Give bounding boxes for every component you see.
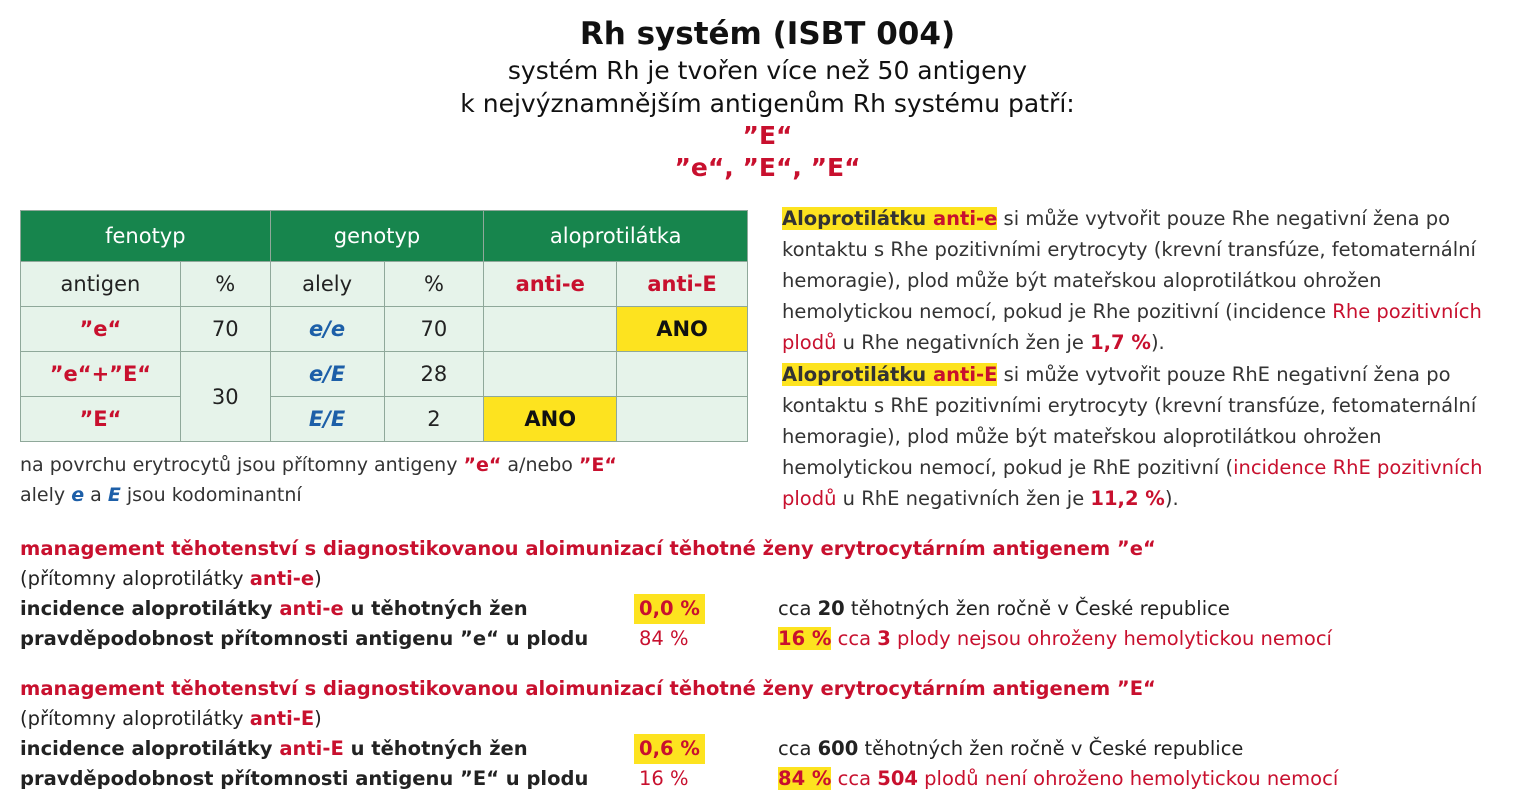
- header: [0, 14, 1535, 184]
- probability-note: [778, 764, 1338, 794]
- note-text: cca: [831, 627, 878, 650]
- paragraph-red-value: 1,7 %: [1090, 331, 1151, 354]
- incidence-value: 0,0 %: [634, 594, 705, 624]
- label-antibody: anti-E: [279, 737, 344, 760]
- label-text: incidence aloprotilátky: [20, 737, 280, 760]
- cell-allele: e/E: [270, 352, 384, 397]
- highlight-antibody: anti-e: [932, 207, 998, 230]
- highlight-label: [782, 363, 997, 386]
- note-antigen: ”e“: [463, 454, 502, 476]
- management-subheading: [20, 704, 1520, 734]
- label-text: u těhotných žen: [343, 737, 528, 760]
- cell-anti-E: ANO: [617, 307, 748, 352]
- paragraph-anti-E: [782, 359, 1517, 514]
- cell-anti-e: ANO: [484, 397, 617, 442]
- table-row: [21, 307, 748, 352]
- note-text: těhotných žen ročně v České republice: [858, 737, 1244, 760]
- subheader-alely: alely: [270, 262, 384, 307]
- paragraph-text: ).: [1150, 331, 1165, 354]
- note-allele: e: [71, 484, 85, 506]
- subtitle-line-1: systém Rh je tvořen více než 50 antigeny: [507, 56, 1028, 85]
- label-antibody: anti-e: [279, 597, 344, 620]
- cell-phen-pct: 70: [180, 307, 270, 352]
- highlight-text: Aloprotilátku: [782, 207, 933, 230]
- group-header-aloprotilatka: aloprotilátka: [484, 211, 748, 262]
- probability-value: 16 %: [639, 767, 689, 790]
- subheading-text: (přítomny aloprotilátky: [20, 567, 250, 590]
- cell-gen-pct: 70: [384, 307, 484, 352]
- probability-highlight: 84 %: [778, 767, 832, 790]
- cell-gen-pct: 2: [384, 397, 484, 442]
- paragraph-text: u RhE negativních žen je: [836, 487, 1091, 510]
- paragraph-text: si může vytvořit pouze RhE negativní žena po kontaktu s RhE pozitivními erytrocyty (krevní transfúze, fetomaternální hemoragie), plod může být mateřskou aloprotilátkou ohrožen hemolytickou nemocí, pokud je RhE pozitivní (: [782, 363, 1477, 479]
- probability-row: [20, 764, 1520, 794]
- note-number: 20: [817, 597, 845, 620]
- note-text: a/nebo: [501, 454, 579, 476]
- table-notes: [20, 450, 617, 510]
- highlight-text: Aloprotilátku: [782, 363, 933, 386]
- label-text: incidence aloprotilátky: [20, 597, 280, 620]
- management-heading: management těhotenství s diagnostikovanou aloimunizací těhotné ženy erytrocytárním antigenem ”e“: [20, 537, 1156, 560]
- probability-value: 84 %: [639, 627, 689, 650]
- subheading-text: ): [314, 567, 322, 590]
- cell-antigen: ”e“: [21, 307, 181, 352]
- cell-anti-E: [617, 352, 748, 397]
- subheading-text: ): [314, 707, 322, 730]
- note-antigen: ”E“: [578, 454, 617, 476]
- incidence-note: [778, 594, 1230, 624]
- antigen-line-2: ”e“, ”E“, ”E“: [674, 153, 861, 182]
- paragraph-text: si může vytvořit pouze Rhe negativní žena po kontaktu s Rhe pozitivními erytrocyty (krevní transfúze, fetomaternální hemoragie), plod může být mateřskou aloprotilátkou ohrožen hemolytickou nemocí, pokud je Rhe pozitivní (incidence: [782, 207, 1476, 323]
- paragraph-text: u Rhe negativních žen je: [836, 331, 1091, 354]
- note-number: 504: [877, 767, 918, 790]
- note-text: těhotných žen ročně v České republice: [844, 597, 1230, 620]
- cell-gen-pct: 28: [384, 352, 484, 397]
- incidence-note: [778, 734, 1243, 764]
- incidence-label: [20, 734, 528, 764]
- note-allele: E: [107, 484, 121, 506]
- note-text: plodů není ohroženo hemolytickou nemocí: [917, 767, 1339, 790]
- management-heading: management těhotenství s diagnostikovanou aloimunizací těhotné ženy erytrocytárním antigenem ”E“: [20, 677, 1156, 700]
- paragraph-red-text: incidence RhE pozitivních plodů: [782, 456, 1483, 510]
- note-text: jsou kodominantní: [120, 484, 302, 506]
- note-line-2: [20, 480, 617, 510]
- probability-label: pravděpodobnost přítomnosti antigenu ”e“ u plodu: [20, 627, 589, 650]
- subheader-phen-pct: %: [180, 262, 270, 307]
- label-text: u těhotných žen: [343, 597, 528, 620]
- incidence-row: [20, 734, 1520, 764]
- table-row: [21, 352, 748, 397]
- rh-phenotype-table: [20, 210, 748, 442]
- antigen-line-1: ”E“: [742, 121, 793, 150]
- note-line-1: [20, 450, 617, 480]
- table-group-header-row: [21, 211, 748, 262]
- paragraph-red-text: Rhe pozitivních plodů: [782, 300, 1482, 354]
- incidence-row: [20, 594, 1520, 624]
- group-header-fenotyp: fenotyp: [21, 211, 271, 262]
- management-section-e: [20, 534, 1520, 654]
- note-text: na povrchu erytrocytů jsou přítomny antigeny: [20, 454, 464, 476]
- probability-label: pravděpodobnost přítomnosti antigenu ”E“ u plodu: [20, 767, 589, 790]
- cell-anti-e: [484, 352, 617, 397]
- probability-note: [778, 624, 1332, 654]
- incidence-label: [20, 594, 528, 624]
- page-title: Rh systém (ISBT 004): [579, 16, 956, 52]
- management-section-E: [20, 674, 1520, 794]
- cell-antigen: ”E“: [21, 397, 181, 442]
- probability-highlight: 16 %: [778, 627, 832, 650]
- cell-allele: E/E: [270, 397, 384, 442]
- subheader-anti-E: anti-E: [617, 262, 748, 307]
- paragraph-text: ).: [1164, 487, 1179, 510]
- incidence-value: 0,6 %: [634, 734, 705, 764]
- subheader-gen-pct: %: [384, 262, 484, 307]
- cell-anti-e: [484, 307, 617, 352]
- cell-phen-pct: 30: [180, 352, 270, 442]
- subheading-antibody: anti-e: [249, 567, 315, 590]
- highlight-antibody: anti-E: [932, 363, 998, 386]
- cell-antigen: ”e“+”E“: [21, 352, 181, 397]
- note-number: 600: [817, 737, 859, 760]
- group-header-genotyp: genotyp: [270, 211, 484, 262]
- note-number: 3: [877, 627, 891, 650]
- note-text: plody nejsou ohroženy hemolytickou nemocí: [890, 627, 1332, 650]
- cell-allele: e/e: [270, 307, 384, 352]
- paragraph-red-value: 11,2 %: [1090, 487, 1165, 510]
- subheading-text: (přítomny aloprotilátky: [20, 707, 250, 730]
- note-text: cca: [778, 597, 818, 620]
- probability-row: [20, 624, 1520, 654]
- note-text: cca: [778, 737, 818, 760]
- subheader-antigen: antigen: [21, 262, 181, 307]
- management-subheading: [20, 564, 1520, 594]
- table-row: [21, 397, 748, 442]
- subtitle-line-2: k nejvýznamnějším antigenům Rh systému patří:: [460, 89, 1075, 118]
- subheader-anti-e: anti-e: [484, 262, 617, 307]
- note-text: a: [84, 484, 108, 506]
- table-subheader-row: [21, 262, 748, 307]
- note-text: alely: [20, 484, 72, 506]
- highlight-label: [782, 207, 997, 230]
- cell-anti-E: [617, 397, 748, 442]
- subheading-antibody: anti-E: [249, 707, 315, 730]
- note-text: cca: [831, 767, 878, 790]
- paragraph-anti-e: [782, 203, 1517, 358]
